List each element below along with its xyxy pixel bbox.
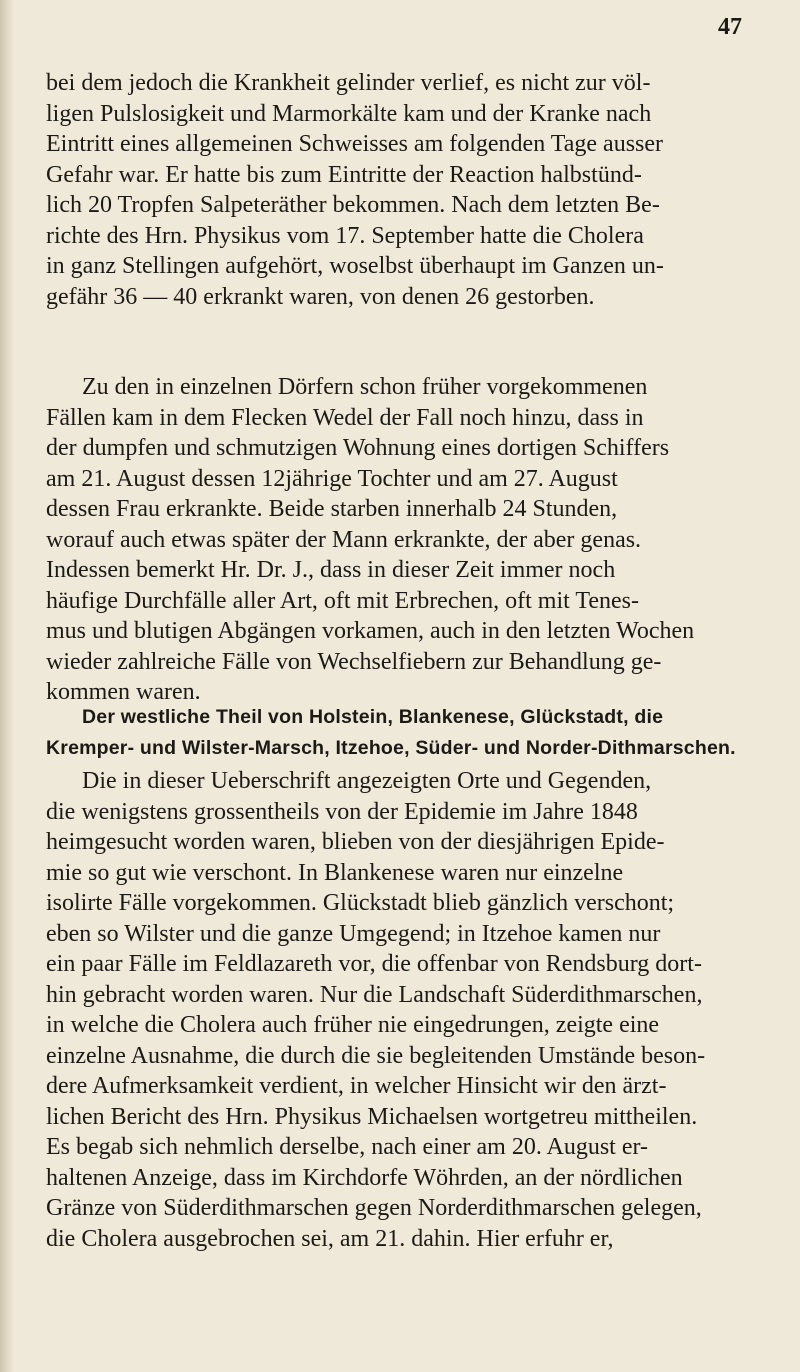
text-line: richte des Hrn. Physikus vom 17. September hatte die Cholera: [46, 222, 644, 249]
text-line: hin gebracht worden waren. Nur die Landschaft Süderdithmarschen,: [46, 981, 703, 1008]
page-gutter-shadow: [0, 0, 14, 1372]
text-line: Eintritt eines allgemeinen Schweisses am folgenden Tage ausser: [46, 131, 664, 157]
text-line: mus und blutigen Abgängen vorkamen, auch in den letzten Wochen: [46, 618, 695, 644]
text-line: haltenen Anzeige, dass im Kirchdorfe Wöhrden, an der nördlichen: [46, 1164, 683, 1191]
text-line: ligen Pulslosigkeit und Marmorkälte kam und der Kranke nach: [46, 100, 652, 127]
section-heading: [46, 702, 754, 763]
text-line: häufige Durchfälle aller Art, oft mit Erbrechen, oft mit Tenes-: [46, 587, 639, 614]
text-line: Es begab sich nehmlich derselbe, nach einer am 20. August er-: [46, 1134, 648, 1160]
text-line: Fällen kam in dem Flecken Wedel der Fall noch hinzu, dass in: [46, 404, 644, 431]
text-line: eben so Wilster und die ganze Umgegend; in Itzehoe kamen nur: [46, 920, 661, 947]
text-line: bei dem jedoch die Krankheit gelinder verlief, es nicht zur völ-: [46, 70, 651, 96]
text-line: Die in dieser Ueberschrift angezeigten Orte und Gegenden,: [82, 768, 652, 794]
text-line: worauf auch etwas später der Mann erkrankte, der aber genas.: [46, 526, 642, 553]
paragraph-wedel: [46, 372, 754, 708]
text-line: dere Aufmerksamkeit verdient, in welcher Hinsicht wir den ärzt-: [46, 1073, 667, 1099]
text-line: am 21. August dessen 12jährige Tochter und am 27. August: [46, 465, 618, 492]
text-line: mie so gut wie verschont. In Blankenese waren nur einzelne: [46, 859, 624, 886]
text-line: ein paar Fälle im Feldlazareth vor, die offenbar von Rendsburg dort-: [46, 951, 702, 977]
paragraph-westliche-theil: [46, 766, 754, 1254]
heading-line: Kremper- und Wilster-Marsch, Itzehoe, Süder- und Norder-Dithmarschen.: [46, 736, 736, 759]
text-line: lichen Bericht des Hrn. Physikus Michaelsen wortgetreu mittheilen.: [46, 1103, 698, 1130]
text-line: die wenigstens grossentheils von der Epidemie im Jahre 1848: [46, 798, 638, 825]
text-line: kommen waren.: [46, 679, 201, 705]
text-line: die Cholera ausgebrochen sei, am 21. dahin. Hier erfuhr er,: [46, 1225, 614, 1252]
text-line: einzelne Ausnahme, die durch die sie begleitenden Umstände beson-: [46, 1042, 706, 1069]
text-line: lich 20 Tropfen Salpeteräther bekommen. Nach dem letzten Be-: [46, 192, 660, 218]
text-line: in welche die Cholera auch früher nie eingedrungen, zeigte eine: [46, 1012, 660, 1038]
text-line: wieder zahlreiche Fälle von Wechselfiebern zur Behandlung ge-: [46, 648, 662, 675]
text-line: Indessen bemerkt Hr. Dr. J., dass in dieser Zeit immer noch: [46, 557, 616, 583]
paragraph-stellingen: [46, 68, 754, 312]
text-line: isolirte Fälle vorgekommen. Glückstadt blieb gänzlich verschont;: [46, 890, 675, 916]
text-line: gefähr 36 — 40 erkrankt waren, von denen 26 gestorben.: [46, 283, 595, 310]
text-line: Zu den in einzelnen Dörfern schon früher vorgekommenen: [82, 374, 648, 400]
text-line: heimgesucht worden waren, blieben von der diesjährigen Epide-: [46, 829, 665, 855]
text-line: dessen Frau erkrankte. Beide starben innerhalb 24 Stunden,: [46, 496, 618, 522]
text-line: der dumpfen und schmutzigen Wohnung eines dortigen Schiffers: [46, 435, 670, 461]
page-number: 47: [718, 14, 742, 40]
heading-line: Der westliche Theil von Holstein, Blankenese, Glückstadt, die: [82, 706, 664, 728]
text-line: Gefahr war. Er hatte bis zum Eintritte der Reaction halbstünd-: [46, 161, 642, 188]
text-line: in ganz Stellingen aufgehört, woselbst überhaupt im Ganzen un-: [46, 253, 664, 279]
text-line: Gränze von Süderdithmarschen gegen Norderdithmarschen gelegen,: [46, 1195, 702, 1221]
